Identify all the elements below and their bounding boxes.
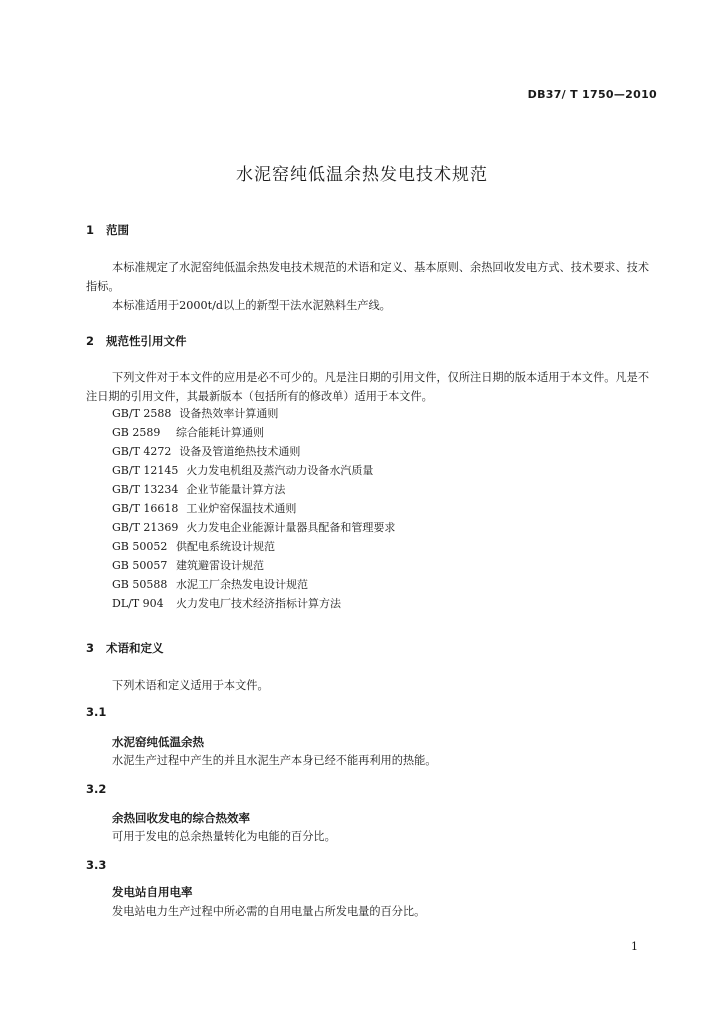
section-title: 范围 [106,223,129,237]
reference-item [112,594,395,613]
term-name: 水泥窑纯低温余热 [112,735,204,749]
term-definition: 可用于发电的总余热量转化为电能的百分比。 [112,830,336,843]
document-title: 水泥窑纯低温余热发电技术规范 [236,165,488,185]
reference-name: 综合能耗计算通则 [176,426,264,439]
reference-item [112,499,395,518]
term-number: 3.1 [86,705,107,719]
reference-name: 火力发电机组及蒸汽动力设备水汽质量 [186,464,374,477]
section-number: 1 [86,223,95,237]
reference-name: 建筑避雷设计规范 [176,559,264,572]
term-definition: 发电站电力生产过程中所必需的自用电量占所发电量的百分比。 [112,905,426,918]
reference-name: 企业节能量计算方法 [186,483,286,496]
reference-code: GB/T 16618 [112,502,179,515]
term-name: 余热回收发电的综合热效率 [112,811,250,825]
reference-name: 设备热效率计算通则 [179,407,279,420]
term-name: 发电站自用电率 [112,885,193,899]
section-title: 规范性引用文件 [106,334,187,348]
section-heading-terms [86,640,164,656]
term-number: 3.2 [86,782,107,796]
term-definition: 水泥生产过程中产生的并且水泥生产本身已经不能再利用的热能。 [112,754,437,767]
reference-name: 设备及管道绝热技术通则 [179,445,301,458]
reference-item [112,442,395,461]
section-number: 2 [86,334,95,348]
reference-item [112,404,395,423]
reference-item [112,537,395,556]
reference-name: 火力发电企业能源计量器具配备和管理要求 [186,521,396,534]
reference-code: GB/T 2588 [112,407,172,420]
reference-code: GB 2589 [112,426,161,439]
reference-item [112,556,395,575]
reference-code: GB 50057 [112,559,168,572]
terms-intro: 下列术语和定义适用于本文件。 [112,679,269,692]
reference-code: GB 50052 [112,540,168,553]
reference-item [112,461,395,480]
reference-name: 工业炉窑保温技术通则 [186,502,297,515]
reference-name: 火力发电厂技术经济指标计算方法 [176,597,341,610]
reference-code: GB/T 12145 [112,464,179,477]
reference-code: GB 50588 [112,578,168,591]
reference-code: GB/T 13234 [112,483,179,496]
reference-item [112,480,395,499]
section-title: 术语和定义 [106,641,164,655]
reference-item [112,423,395,442]
reference-item [112,575,395,594]
reference-name: 供配电系统设计规范 [176,540,275,553]
reference-list [112,404,395,613]
section-number: 3 [86,641,95,655]
scope-paragraph: 本标准适用于2000t/d以上的新型干法水泥熟料生产线。 [112,299,391,312]
reference-item [112,518,395,537]
term-number: 3.3 [86,858,107,872]
reference-code: GB/T 4272 [112,445,172,458]
section-heading-scope [86,222,129,238]
scope-paragraph: 本标准规定了水泥窑纯低温余热发电技术规范的术语和定义、基本原则、余热回收发电方式、技术要求、技术指标。 [86,261,650,293]
reference-code: GB/T 21369 [112,521,179,534]
reference-name: 水泥工厂余热发电设计规范 [176,578,308,591]
standard-code: DB37/ T 1750—2010 [527,88,657,101]
page-number: 1 [631,940,638,953]
references-intro: 下列文件对于本文件的应用是必不可少的。凡是注日期的引用文件，仅所注日期的版本适用于本文件。凡是不注日期的引用文件，其最新版本（包括所有的修改单）适用于本文件。 [86,371,650,403]
reference-code: DL/T 904 [112,597,164,610]
section-heading-normative-references [86,333,187,349]
